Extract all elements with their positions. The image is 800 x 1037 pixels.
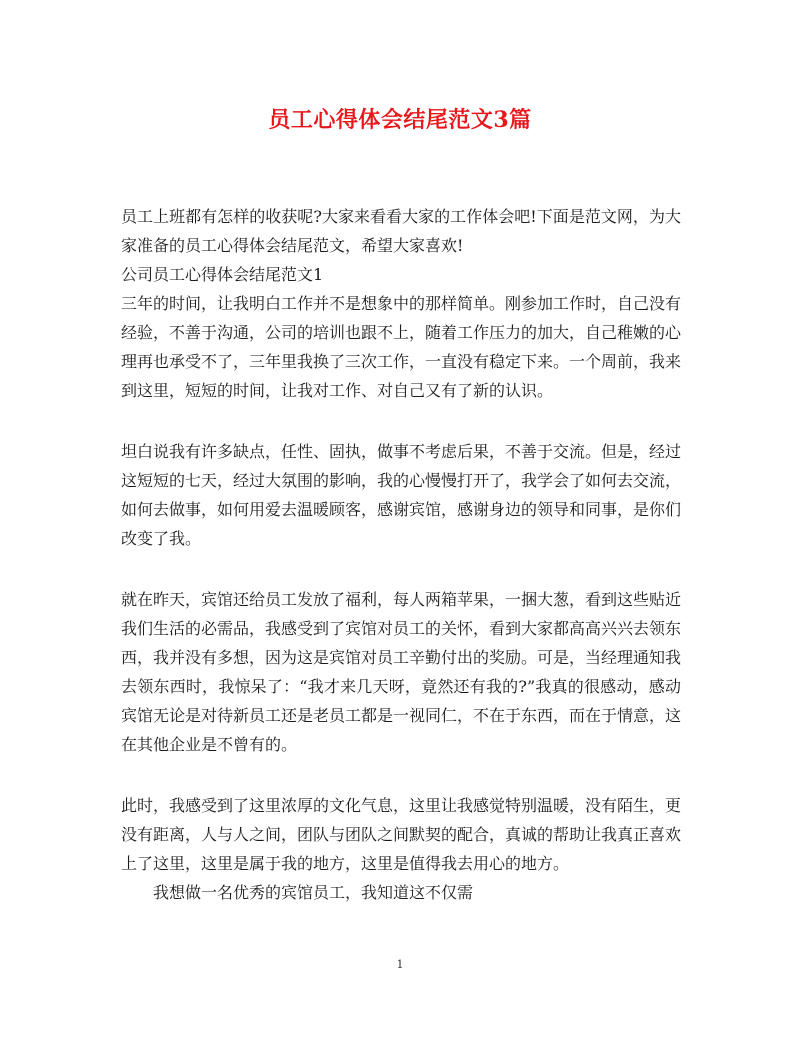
body-paragraph: 此时，我感受到了这里浓厚的文化气息，这里让我感觉特别温暖，没有陌生，更没有距离，人与人之间，团队与团队之间默契的配合，真诚的帮助让我真正喜欢上了这里，这里是属于我的地方，这里是值得我去用心的地方。 [121,796,682,873]
body-paragraph: 三年的时间，让我明白工作并不是想象中的那样简单。刚参加工作时，自己没有经验，不善于沟通，公司的培训也跟不上，随着工作压力的加大，自己稚嫩的心理再也承受不了，三年里我换了三次工作，一直没有稳定下来。一个周前，我来到这里，短短的时间，让我对工作、对自己又有了新的认识。 [121,294,682,400]
intro-paragraph: 员工上班都有怎样的收获呢?大家来看看大家的工作体会吧!下面是范文网，为大家准备的员工心得体会结尾范文，希望大家喜欢! [121,207,681,255]
body-paragraph: 就在昨天，宾馆还给员工发放了福利，每人两箱苹果，一捆大葱，看到这些贴近我们生活的必需品，我感受到了宾馆对员工的关怀，看到大家都高高兴兴去领东西，我并没有多想，因为这是宾馆对员工辛勤付出的奖励。可是，当经理通知我去领东西时，我惊呆了：“我才来几天呀，竟然还有我的?”我真的很感动，感动宾馆无论是对待新员工还是老员工都是一视同仁，不在于东西，而在于情意，这在其他企业是不曾有的。 [121,590,682,754]
body-paragraph: 坦白说我有许多缺点，任性、固执，做事不考虑后果，不善于交流。但是，经过这短短的七天，经过大氛围的影响，我的心慢慢打开了，我学会了如何去交流，如何去做事，如何用爱去温暖顾客，感谢宾馆，感谢身边的领导和同事，是你们改变了我。 [121,442,682,548]
document-body [121,202,681,907]
page-number: 1 [396,958,404,971]
body-paragraph: 我想做一名优秀的宾馆员工，我知道这不仅需 [153,883,474,902]
document-title: 员工心得体会结尾范文3篇 [268,107,532,133]
section-heading: 公司员工心得体会结尾范文1 [121,265,324,284]
